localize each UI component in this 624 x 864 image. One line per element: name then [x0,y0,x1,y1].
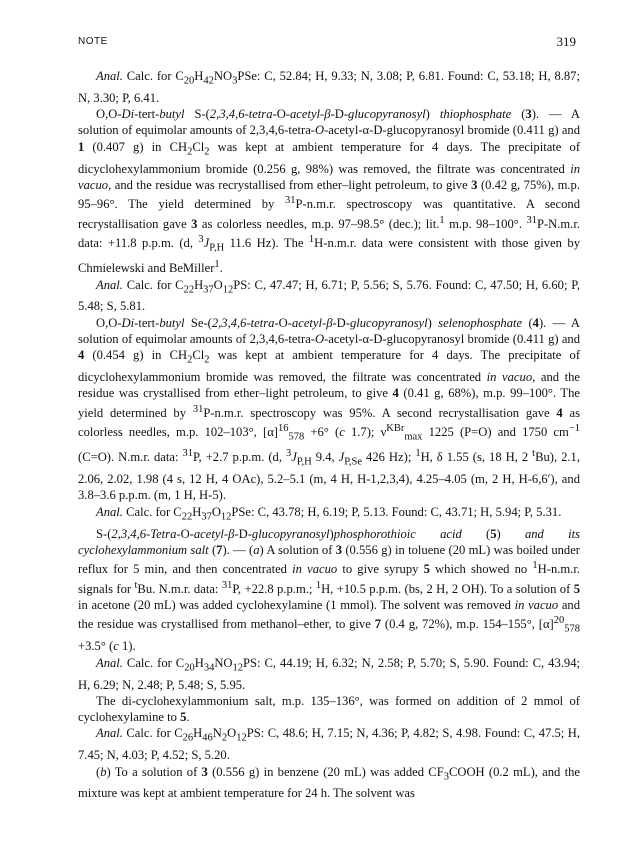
analysis-paragraph: Anal. Calc. for $C_{20}H_{42}NO_3PSe$: C, 52.84; H, 9.33; N, 3.08; P, 6.81. Found: C, 53.18; H, 8.87; N, 3.30; P, 6.41. [78,69,580,105]
procedure-b-paragraph: (b) To a solution of 3 (0.556 g) in benzene (20 mL) was added $CF_3COOH$ (0.2 mL), and the mixture was kept at ambient temperature for 24 h. The solvent was [78,764,580,801]
selenophosphate-synthesis-paragraph: O,O-Di-tert-butyl Se-(2,3,4,6-tetra-O-acetyl-β-D-glucopyranosyl) selenophosphate (4). — A solution of equimolar amounts of 2,3,4,6-tetra-O-acetyl-α-D-glucopyranosyl bromide (0.411 g) and 4 (0.454 g) in $CH_2Cl_2$ was kept at ambient temperature for 4 days. The precipitate of dicyclohexylammonium bromide was removed, the filtrate was concentrated in vacuo, and the residue was crystallised from ether–light petroleum, to give 4 (0.41 g, 68%), m.p. 99–100°. The yield determined by $^{31}$P-n.m.r. spectroscopy was 95%. A second recrystallisation gave 4 as colorless needles, m.p. 102–103°, $[\alpha]^{16}_{578} +6^\circ$ (c 1.7); $\nu^{KBr}_{max}$ 1225 (P=O) and 1750 $cm^{-1}$ (C=O). N.m.r. data: $^{31}$P, +2.7 p.p.m. (d, $^3J_{P,H}$ 9.4, $J_{P,Se}$ 426 Hz); $^1$H, δ 1.55 (s, 18 H, 2 $^t$Bu), 2.1, 2.06, 2.02, 1.98 (4 s, 12 H, 4 OAc), 5.2–5.1 (m, 4 H, H-1,2,3,4), 4.25–4.05 (m, 2 H, H-6,6′), and 3.8–3.6 p.p.m. (m, 1 H, H-5). [78,315,581,503]
page-number: 319 [556,34,576,49]
analysis-paragraph: Anal. Calc. for $C_{22}H_{37}O_{12}PSe$: C, 43.78; H, 6.19; P, 5.13. Found: C, 43.71; H, 5.94; P, 5.31. [96,504,562,523]
analysis-paragraph: Anal. Calc. for $C_{22}H_{37}O_{12}PS$: C, 47.47; H, 6.71; P, 5.56; S, 5.76. Found: C, 47.50; H, 6.60; P, 5.48; S, 5.81. [78,277,580,314]
phosphorothioic-acid-paragraph: S-(2,3,4,6-Tetra-O-acetyl-β-D-glucopyranosyl)phosphorothioic acid (5) and its cyclohexylammonium salt (7). — (a) A solution of 3 (0.556 g) in toluene (20 mL) was boiled under reflux for 5 min, and then concentrated in vacuo to give syrupy 5 which showed no $^1$H-n.m.r. signals for $^t$Bu. N.m.r. data: $^{31}$P, +22.8 p.p.m.; $^1$H, +10.5 p.p.m. (bs, 2 H, 2 OH). To a solution of 5 in acetone (20 mL) was added cyclohexylamine (1 mmol). The solvent was removed in vacuo and the residue was crystallised from methanol–ether, to give 7 (0.4 g, 72%), m.p. 154–155°, $[\alpha]^{20}_{578} +3.5^\circ$ (c 1). [78,526,581,654]
analysis-paragraph: Anal. Calc. for $C_{26}H_{46}N_2O_{12}PS$: C, 48.6; H, 7.15; N, 4.36; P, 4.82; S, 4.98. Found: C, 47.5; H, 7.45; N, 4.03; P, 4.52; S, 5.20. [78,726,580,763]
article-body [78,68,580,802]
dicyclohexylammonium-salt-paragraph: The di-cyclohexylammonium salt, m.p. 135–136°, was formed on addition of 2 mmol of cyclohexylamine to 5. [78,693,580,725]
running-header [78,36,576,52]
section-label: NOTE [78,36,108,47]
analysis-paragraph: Anal. Calc. for $C_{20}H_{34}NO_{12}PS$: C, 44.19; H, 6.32; N, 2.58; P, 5.70; S, 5.90. Found: C, 43.94; H, 6.29; N, 2.48; P, 5.48; S, 5.95. [78,655,581,692]
thiophosphate-synthesis-paragraph: O,O-Di-tert-butyl S-(2,3,4,6-tetra-O-acetyl-β-D-glucopyranosyl) thiophosphate (3). — A solution of equimolar amounts of 2,3,4,6-tetra-O-acetyl-α-D-glucopyranosyl bromide (0.411 g) and 1 (0.407 g) in $CH_2Cl_2$ was kept at ambient temperature for 4 days. The precipitate of dicyclohexylammonium bromide (0.256 g, 98%) was removed, the filtrate was concentrated in vacuo, and the residue was recrystallised from ether–light petroleum, to give 3 (0.42 g, 75%), m.p. 95–96°. The yield determined by $^{31}$P-n.m.r. spectroscopy was quantitative. A second recrystallisation gave 3 as colorless needles, m.p. 97–98.5° (dec.); lit.$^1$ m.p. 98–100°. $^{31}$P-N.m.r. data: +11.8 p.p.m. (d, $^3J_{P,H}$ 11.6 Hz). The $^1$H-n.m.r. data were consistent with those given by Chmielewski and BeMiller$^1$. [78,107,581,276]
